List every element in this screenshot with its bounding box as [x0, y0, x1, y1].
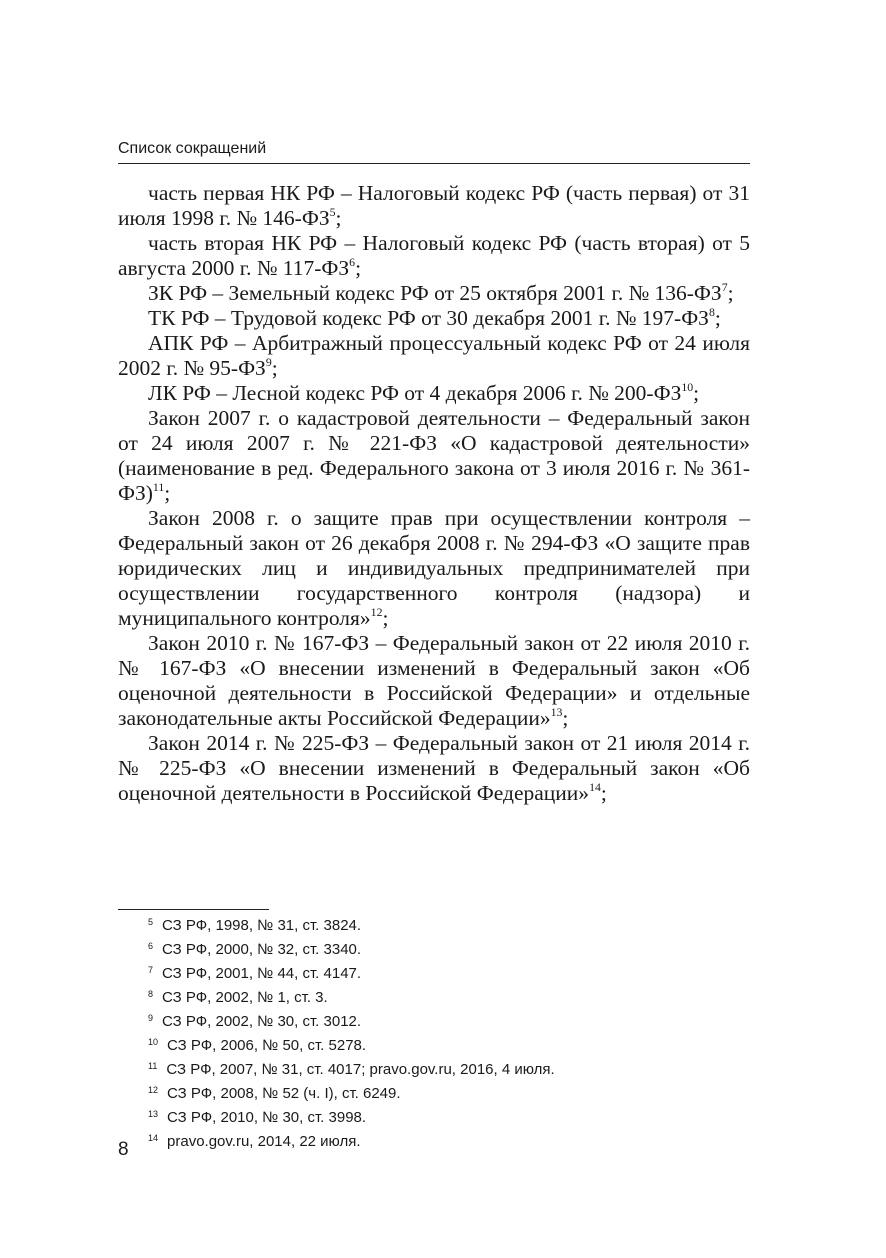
footnote-text: СЗ РФ, 2007, № 31, ст. 4017; pravo.gov.ru, 2016, 4 июля. — [166, 1061, 555, 1078]
footnote-text: СЗ РФ, 2001, № 44, ст. 4147. — [162, 965, 362, 982]
footnote — [118, 1128, 750, 1152]
footnotes — [118, 912, 750, 1152]
footnote-ref[interactable]: 6 — [349, 255, 356, 270]
abbreviation-entry: ТК РФ – Трудовой кодекс РФ от 30 декабря 2001 г. № $197-ФЗ^8$; — [148, 305, 721, 330]
abbreviation-entry: часть вторая НК РФ – Налоговый кодекс РФ (часть вторая) от 5 августа 2000 г. № $117-ФЗ^6$; — [118, 231, 750, 280]
footnote-ref[interactable]: 5 — [329, 205, 336, 220]
footnote-ref[interactable]: 10 — [681, 380, 694, 395]
running-header-title: Список сокращений — [118, 140, 267, 157]
running-header — [118, 138, 750, 164]
footnote — [118, 1080, 750, 1104]
footnote-ref[interactable]: 8 — [708, 305, 715, 320]
footnote-number: 9 — [148, 1013, 154, 1023]
footnote-text: СЗ РФ, 2006, № 50, ст. 5278. — [167, 1037, 367, 1054]
footnote-text: СЗ РФ, 2002, № 1, ст. 3. — [162, 989, 328, 1006]
footnote — [118, 1032, 750, 1056]
footnote-text: СЗ РФ, 2008, № 52 (ч. I), ст. 6249. — [167, 1085, 401, 1102]
abbreviation-entry: часть первая НК РФ – Налоговый кодекс РФ (часть первая) от 31 июля 1998 г. № $146-ФЗ^5$; — [118, 181, 750, 230]
footnote-number: 5 — [148, 917, 154, 927]
abbreviation-entry: Закон 2010 г. № 167-ФЗ – Федеральный закон от 22 июля 2010 г. № 167-ФЗ «О внесении изменений в Федеральный закон «Об оценочной деятельности в Российской Федерации» и отдельные законодательные акты Российской Федерации»$^{13}$; — [118, 631, 750, 730]
footnote — [118, 936, 750, 960]
abbreviation-entry: Закон 2008 г. о защите прав при осуществлении контроля – Федеральный закон от 26 декабря 2008 г. № 294-ФЗ «О защите прав юридических лиц и индивидуальных предпринимателей при осуществлении государственного контроля (надзора) и муниципального контроля»$^{12}$; — [118, 506, 750, 630]
footnote-ref[interactable]: 14 — [589, 780, 601, 795]
footnote-number: 6 — [148, 941, 154, 951]
footnote-number: 7 — [148, 965, 154, 975]
footnote — [118, 1008, 750, 1032]
footnote-text: СЗ РФ, 2000, № 32, ст. 3340. — [162, 941, 362, 958]
footnote-number: 11 — [148, 1061, 158, 1071]
abbreviation-entry: ЗК РФ – Земельный кодекс РФ от 25 октября 2001 г. № $136-ФЗ^7$; — [148, 280, 734, 305]
footnote-text: СЗ РФ, 1998, № 31, ст. 3824. — [162, 917, 362, 934]
footnote-ref[interactable]: 9 — [265, 355, 272, 370]
footnote — [118, 1056, 750, 1080]
footnote-number: 10 — [148, 1037, 159, 1047]
footnote-ref[interactable]: 7 — [721, 280, 728, 295]
abbreviation-entry: ЛК РФ – Лесной кодекс РФ от 4 декабря 2006 г. № 200-ФЗ$^{10}$; — [148, 380, 700, 405]
footnote-number: 12 — [148, 1085, 159, 1095]
footnote-ref[interactable]: 11 — [152, 480, 165, 495]
abbreviation-list — [118, 181, 750, 806]
abbreviation-entry: Закон 2007 г. о кадастровой деятельности – Федеральный закон от 24 июля 2007 г. № 221-ФЗ «О кадастровой деятельности» (наименование в ред. Федерального закона от 3 июля 2016 г. № 361-ФЗ)$^{11}$; — [118, 406, 750, 505]
abbreviation-entry: Закон 2014 г. № 225-ФЗ – Федеральный закон от 21 июля 2014 г. № 225-ФЗ «О внесении изменений в Федеральный закон «Об оценочной деятельности в Российской Федерации»$^{14}$; — [118, 731, 750, 805]
footnote-number: 8 — [148, 989, 154, 999]
footnote-number: 14 — [148, 1133, 159, 1143]
footnote-ref[interactable]: 13 — [550, 705, 563, 720]
footnote-text: СЗ РФ, 2010, № 30, ст. 3998. — [167, 1109, 367, 1126]
page-number: 8 — [118, 1139, 129, 1160]
footnote — [118, 984, 750, 1008]
footnote-text: pravo.gov.ru, 2014, 22 июля. — [167, 1133, 361, 1150]
footnote-divider — [118, 909, 269, 910]
footnote — [118, 1104, 750, 1128]
abbreviation-entry: АПК РФ – Арбитражный процессуальный кодекс РФ от 24 июля 2002 г. № $95-ФЗ^9$; — [118, 331, 750, 380]
footnote — [118, 960, 750, 984]
footnote-ref[interactable]: 12 — [370, 605, 383, 620]
footnote-number: 13 — [148, 1109, 159, 1119]
footnote — [118, 912, 750, 936]
footnote-text: СЗ РФ, 2002, № 30, ст. 3012. — [162, 1013, 362, 1030]
